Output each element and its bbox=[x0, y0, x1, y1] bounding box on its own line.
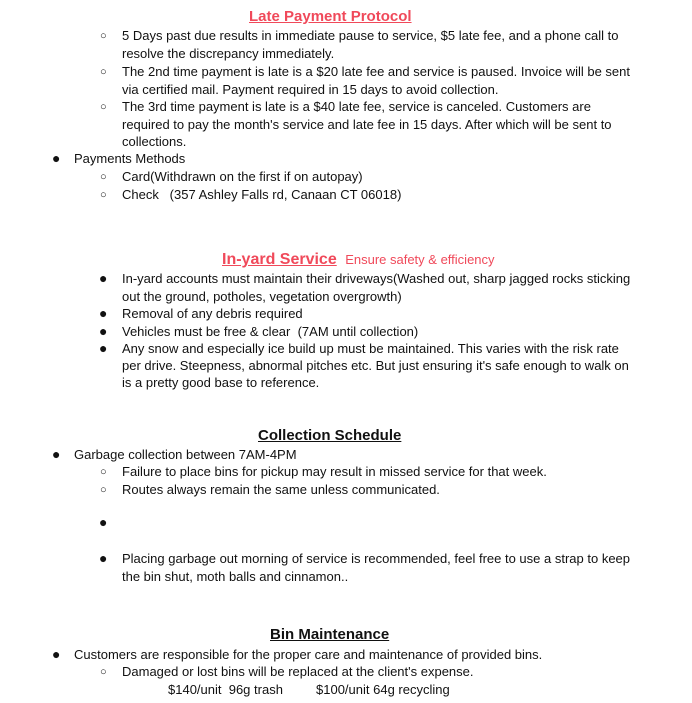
bin-maintenance-title: Bin Maintenance bbox=[270, 626, 390, 643]
bins-replacement: Damaged or lost bins will be replaced at the client's expense. bbox=[122, 664, 474, 679]
collection-note-line-2: the bin shut, moth balls and cinnamon.. bbox=[122, 569, 349, 584]
circle-bullet-icon: ○ bbox=[100, 66, 107, 78]
circle-bullet-icon: ○ bbox=[100, 484, 107, 496]
in-yard-item-3: Vehicles must be free & clear (7AM until collection) bbox=[122, 324, 419, 339]
late-item-3-line-1: The 3rd time payment is late is a $40 late fee, service is canceled. Customers are bbox=[122, 99, 591, 114]
in-yard-item-1-line-2: out the ground, potholes, vegetation overgrowth) bbox=[122, 289, 402, 304]
circle-bullet-icon: ○ bbox=[100, 30, 107, 42]
bullet-icon: ● bbox=[99, 323, 108, 339]
late-item-2-line-2: via certified mail. Payment required in 15 days to avoid collection. bbox=[122, 82, 499, 97]
late-item-1-line-1: 5 Days past due results in immediate pause to service, $5 late fee, and a phone call to bbox=[122, 28, 619, 43]
late-item-3-line-3: collections. bbox=[122, 134, 187, 149]
collection-hours: Garbage collection between 7AM-4PM bbox=[74, 447, 297, 462]
bullet-icon: ● bbox=[99, 270, 108, 286]
bullet-icon: ● bbox=[99, 340, 108, 356]
bullet-icon: ● bbox=[52, 150, 61, 166]
bullet-icon: ● bbox=[99, 550, 108, 566]
recycling-bin-price: $100/unit 64g recycling bbox=[316, 682, 450, 697]
late-item-2-line-1: The 2nd time payment is late is a $20 late fee and service is paused. Invoice will be sent bbox=[122, 64, 631, 79]
collection-item-1: Failure to place bins for pickup may result in missed service for that week. bbox=[122, 464, 547, 479]
bullet-icon: ● bbox=[99, 305, 108, 321]
bullet-icon: ● bbox=[52, 646, 61, 662]
late-item-1-line-2: resolve the discrepancy immediately. bbox=[122, 46, 335, 61]
circle-bullet-icon: ○ bbox=[100, 666, 107, 678]
in-yard-item-2: Removal of any debris required bbox=[122, 306, 303, 321]
late-item-3-line-2: required to pay the month's service and late fee in 15 days. After which will be sent to bbox=[122, 117, 612, 132]
bins-responsibility: Customers are responsible for the proper care and maintenance of provided bins. bbox=[74, 647, 543, 662]
collection-item-2: Routes always remain the same unless communicated. bbox=[122, 482, 440, 497]
bullet-icon: ● bbox=[99, 514, 108, 530]
in-yard-item-4-line-2: per drive. Steepness, abnormal pitches etc. But just ensuring it's safe enough to walk on bbox=[122, 358, 629, 373]
payment-method-card: Card(Withdrawn on the first if on autopay) bbox=[122, 169, 363, 184]
collection-title: Collection Schedule bbox=[258, 427, 402, 444]
circle-bullet-icon: ○ bbox=[100, 466, 107, 478]
in-yard-item-4-line-1: Any snow and especially ice build up must be maintained. This varies with the risk rate bbox=[122, 341, 619, 356]
bullet-icon: ● bbox=[52, 446, 61, 462]
circle-bullet-icon: ○ bbox=[100, 101, 107, 113]
late-payment-title: Late Payment Protocol bbox=[249, 8, 412, 25]
in-yard-item-4-line-3: is a pretty good base to reference. bbox=[122, 375, 320, 390]
trash-bin-price: $140/unit 96g trash bbox=[168, 682, 283, 697]
in-yard-subtitle: Ensure safety & efficiency bbox=[345, 252, 495, 267]
payments-label: Payments Methods bbox=[74, 151, 186, 166]
collection-note-line-1: Placing garbage out morning of service is recommended, feel free to use a strap to keep bbox=[122, 551, 631, 566]
payment-method-check: Check (357 Ashley Falls rd, Canaan CT 06018) bbox=[122, 187, 402, 202]
circle-bullet-icon: ○ bbox=[100, 171, 107, 183]
in-yard-item-1-line-1: In-yard accounts must maintain their driveways(Washed out, sharp jagged rocks sticking bbox=[122, 271, 631, 286]
in-yard-title: In-yard Service bbox=[222, 251, 337, 268]
circle-bullet-icon: ○ bbox=[100, 189, 107, 201]
